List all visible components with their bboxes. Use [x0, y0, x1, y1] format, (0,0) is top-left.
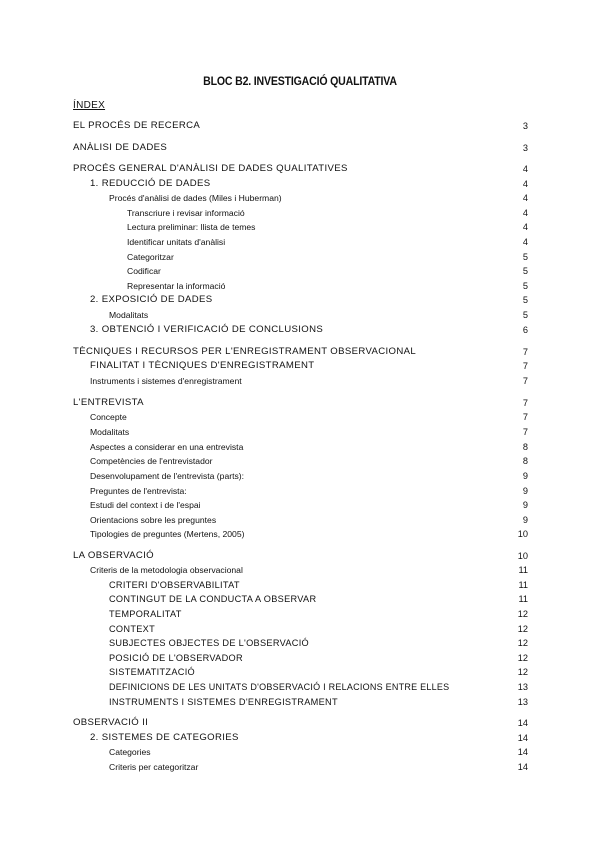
toc-entry-label: Estudi del context i de l'espai — [90, 500, 201, 510]
toc-entry-label: TEMPORALITAT — [109, 609, 182, 619]
toc-entry-label: PROCÉS GENERAL D'ANÀLISI DE DADES QUALITATIVES — [73, 163, 348, 174]
toc-entry-label: OBSERVACIÓ II — [73, 717, 149, 728]
toc-entry[interactable] — [0, 745, 600, 759]
toc-entry[interactable] — [0, 607, 600, 621]
toc-entry-label: Criteris de la metodologia observacional — [90, 565, 243, 575]
toc-entry-page: 9 — [522, 500, 528, 510]
toc-entry-label: 2. SISTEMES DE CATEGORIES — [90, 732, 239, 743]
toc-entry-page: 11 — [518, 594, 528, 604]
toc-entry[interactable] — [0, 513, 600, 527]
toc-entry-label: Categories — [109, 747, 151, 757]
toc-entry[interactable] — [0, 250, 600, 264]
toc-entry[interactable] — [0, 374, 600, 388]
toc-entry[interactable] — [0, 695, 600, 709]
toc-entry[interactable] — [0, 484, 600, 498]
toc-entry-page: 6 — [522, 325, 528, 335]
toc-entry[interactable] — [0, 279, 600, 293]
toc-entry[interactable] — [0, 760, 600, 774]
toc-entry[interactable] — [0, 578, 600, 592]
toc-entry[interactable] — [0, 622, 600, 636]
toc-entry-page: 11 — [518, 580, 528, 590]
toc-entry-page: 4 — [522, 208, 528, 218]
toc-entry-label: Representar la informació — [127, 281, 226, 291]
toc-entry[interactable] — [0, 308, 600, 322]
toc-entry[interactable] — [0, 141, 600, 155]
toc-entry-label: CONTEXT — [109, 624, 155, 634]
toc-entry[interactable] — [0, 454, 600, 468]
toc-entry-page: 13 — [517, 682, 528, 692]
toc-entry-label: 2. EXPOSICIÓ DE DADES — [90, 294, 213, 305]
toc-entry[interactable] — [0, 177, 600, 191]
toc-entry-label: Tipologies de preguntes (Mertens, 2005) — [90, 529, 245, 539]
toc-entry-page: 12 — [517, 624, 528, 634]
toc-entry-label: CRITERI D'OBSERVABILITAT — [109, 580, 240, 590]
toc-entry-label: Desenvolupament de l'entrevista (parts): — [90, 471, 245, 481]
toc-entry-label: Identificar unitats d'anàlisi — [127, 237, 226, 247]
toc-entry-label: Codificar — [127, 266, 161, 276]
toc-entry[interactable] — [0, 162, 600, 176]
toc-entry[interactable] — [0, 206, 600, 220]
toc-entry-label: 1. REDUCCIÓ DE DADES — [90, 178, 211, 189]
toc-entry[interactable] — [0, 440, 600, 454]
toc-entry-label: Instruments i sistemes d'enregistrament — [90, 376, 242, 386]
toc-entry-page: 5 — [522, 252, 528, 262]
toc-entry[interactable] — [0, 293, 600, 307]
toc-entry-page: 4 — [522, 164, 528, 174]
toc-entry-label: FINALITAT I TÈCNIQUES D'ENREGISTRAMENT — [90, 360, 315, 371]
toc-entry[interactable] — [0, 323, 600, 337]
toc-entry[interactable] — [0, 396, 600, 410]
toc-entry-page: 3 — [522, 143, 528, 153]
toc-entry-label: Competències de l'entrevistador — [90, 456, 213, 466]
toc-entry-label: INSTRUMENTS I SISTEMES D'ENREGISTRAMENT — [109, 697, 338, 707]
toc-entry[interactable] — [0, 665, 600, 679]
toc-entry-page: 4 — [522, 237, 528, 247]
toc-entry[interactable] — [0, 680, 600, 694]
toc-entry-label: Modalitats — [109, 310, 149, 320]
page-title: BLOC B2. INVESTIGACIÓ QUALITATIVA — [203, 74, 397, 88]
toc-entry[interactable] — [0, 469, 600, 483]
toc-entry-page: 14 — [517, 762, 528, 772]
toc-entry-page: 5 — [522, 281, 528, 291]
toc-entry-page: 10 — [517, 551, 528, 561]
toc-entry-page: 14 — [517, 718, 528, 728]
toc-entry[interactable] — [0, 636, 600, 650]
toc-entry[interactable] — [0, 220, 600, 234]
toc-entry-label: Transcriure i revisar informació — [127, 208, 245, 218]
toc-entry-label: Criteris per categoritzar — [109, 762, 199, 772]
toc-entry[interactable] — [0, 359, 600, 373]
toc-entry[interactable] — [0, 235, 600, 249]
toc-entry-label: ANÀLISI DE DADES — [73, 142, 168, 153]
toc-entry-page: 7 — [522, 347, 528, 357]
toc-entry-page: 14 — [517, 733, 528, 743]
toc-entry-label: L'ENTREVISTA — [73, 397, 144, 408]
toc-entry-page: 9 — [522, 471, 528, 481]
toc-entry-page: 7 — [522, 376, 528, 386]
toc-entry-label: EL PROCÉS DE RECERCA — [73, 120, 201, 131]
toc-entry-label: 3. OBTENCIÓ I VERIFICACIÓ DE CONCLUSIONS — [90, 324, 324, 335]
toc-entry-label: Lectura preliminar: llista de temes — [127, 222, 256, 232]
toc-entry-label: Preguntes de l'entrevista: — [90, 486, 187, 496]
toc-entry-label: SUBJECTES OBJECTES DE L'OBSERVACIÓ — [109, 638, 310, 648]
index-heading: ÍNDEX — [73, 100, 106, 111]
toc-entry[interactable] — [0, 425, 600, 439]
toc-entry-page: 4 — [522, 179, 528, 189]
toc-entry-label: Categoritzar — [127, 252, 174, 262]
toc-entry-page: 9 — [522, 515, 528, 525]
toc-entry-page: 7 — [522, 427, 528, 437]
toc-entry-label: POSICIÓ DE L'OBSERVADOR — [109, 653, 243, 663]
toc-entry[interactable] — [0, 345, 600, 359]
toc-entry[interactable] — [0, 549, 600, 563]
toc-entry[interactable] — [0, 716, 600, 730]
toc-entry-label: Concepte — [90, 412, 127, 422]
toc-entry-page: 8 — [522, 442, 528, 452]
toc-entry-label: Modalitats — [90, 427, 130, 437]
toc-entry-page: 12 — [517, 653, 528, 663]
toc-entry-page: 9 — [522, 486, 528, 496]
toc-entry-page: 5 — [522, 295, 528, 305]
toc-entry-page: 4 — [522, 222, 528, 232]
toc-entry[interactable] — [0, 119, 600, 133]
toc-entry-page: 10 — [517, 529, 528, 539]
toc-entry-page: 12 — [517, 667, 528, 677]
toc-entry-page: 14 — [517, 747, 528, 757]
toc-entry-page: 13 — [517, 697, 528, 707]
toc-entry-label: SISTEMATITZACIÓ — [109, 667, 195, 677]
toc-entry-label: DEFINICIONS DE LES UNITATS D'OBSERVACIÓ I RELACIONS ENTRE ELLES — [109, 682, 450, 692]
toc-entry[interactable] — [0, 731, 600, 745]
toc-entry-page: 3 — [522, 121, 528, 131]
toc-entry[interactable] — [0, 651, 600, 665]
toc-entry[interactable] — [0, 191, 600, 205]
toc-entry-page: 8 — [522, 456, 528, 466]
toc-entry-label: Procés d'anàlisi de dades (Miles i Huberman) — [109, 193, 282, 203]
toc-entry[interactable] — [0, 592, 600, 606]
toc-entry[interactable] — [0, 264, 600, 278]
toc-entry[interactable] — [0, 410, 600, 424]
toc-entry-page: 12 — [517, 638, 528, 648]
toc-entry-label: Aspectes a considerar en una entrevista — [90, 442, 244, 452]
toc-entry-page: 4 — [522, 193, 528, 203]
toc-entry[interactable] — [0, 527, 600, 541]
toc-entry-label: Orientacions sobre les preguntes — [90, 515, 217, 525]
toc-entry-page: 7 — [522, 398, 528, 408]
toc-entry-page: 12 — [517, 609, 528, 619]
toc-entry-page: 7 — [522, 361, 528, 371]
toc-entry-page: 7 — [522, 412, 528, 422]
toc-entry-label: LA OBSERVACIÓ — [73, 550, 154, 561]
toc-entry[interactable] — [0, 563, 600, 577]
toc-entry-page: 5 — [522, 266, 528, 276]
toc-entry[interactable] — [0, 498, 600, 512]
toc-entry-label: CONTINGUT DE LA CONDUCTA A OBSERVAR — [109, 594, 317, 604]
toc-entry-label: TÈCNIQUES I RECURSOS PER L'ENREGISTRAMENT OBSERVACIONAL — [73, 346, 417, 357]
toc-entry-page: 11 — [518, 565, 528, 575]
toc-entry-page: 5 — [522, 310, 528, 320]
